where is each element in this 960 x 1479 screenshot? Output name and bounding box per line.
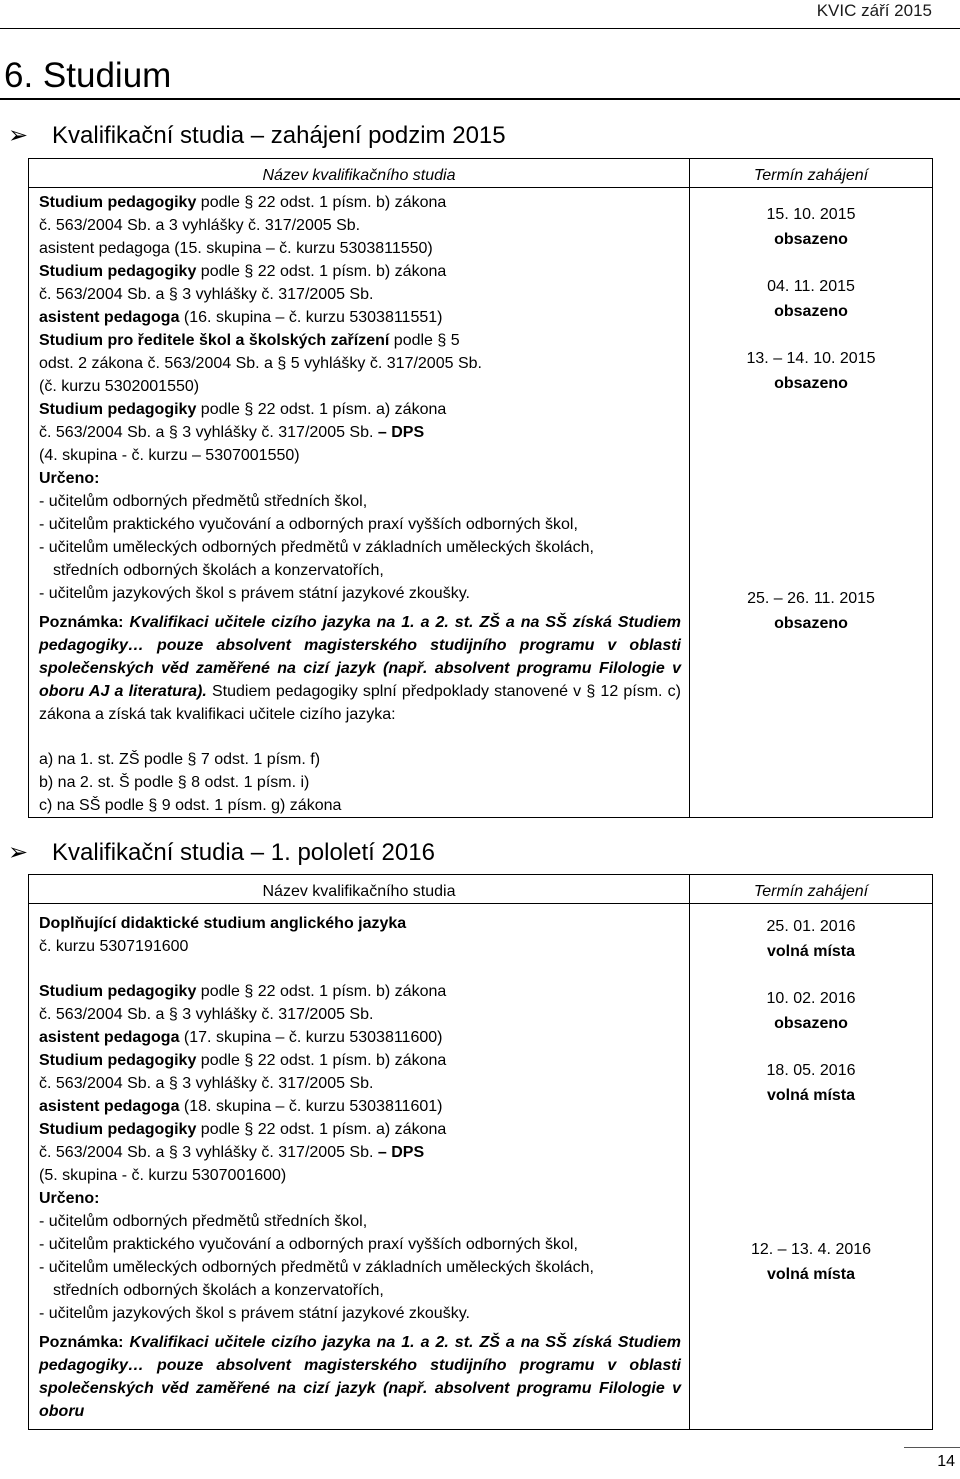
note-paragraph xyxy=(39,1331,681,1423)
spacer xyxy=(39,958,681,980)
availability-status: obsazeno xyxy=(774,375,848,392)
availability-status: volná místa xyxy=(766,1266,856,1283)
column-header-date: Termín zahájení xyxy=(690,875,933,904)
spacer xyxy=(39,726,681,748)
chapter-title: 6. Studium xyxy=(4,56,172,95)
start-term xyxy=(690,914,932,964)
start-date: 13. – 14. 10. 2015 xyxy=(746,350,876,367)
audience-item: - učitelům odborných předmětů středních škol, xyxy=(39,493,368,510)
course-law: podle § 5 xyxy=(389,332,460,349)
course-entry xyxy=(39,260,681,329)
audience-item: - učitelům jazykových škol s právem státní jazykové zkoušky. xyxy=(39,585,470,602)
availability-status: volná místa xyxy=(766,943,856,960)
course-name: Studium pedagogiky xyxy=(39,263,197,280)
course-law: podle § 22 odst. 1 písm. b) zákona xyxy=(196,1052,447,1069)
column-header-name: Název kvalifikačního studia xyxy=(29,159,690,188)
course-decree: č. 563/2004 Sb. a § 3 vyhlášky č. 317/2005 Sb. xyxy=(39,424,378,441)
start-term xyxy=(690,1058,932,1108)
note-label: Poznámka: xyxy=(39,614,124,631)
audience-item: - učitelům jazykových škol s právem státní jazykové zkoušky. xyxy=(39,1305,470,1322)
course-name: Studium pedagogiky xyxy=(39,194,197,211)
start-date: 15. 10. 2015 xyxy=(766,206,856,223)
course-role: asistent pedagoga xyxy=(39,309,180,326)
start-term xyxy=(690,202,932,252)
chapter-rule xyxy=(0,98,960,100)
availability-status: obsazeno xyxy=(774,303,848,320)
course-name: Studium pedagogiky xyxy=(39,1052,197,1069)
course-list-cell xyxy=(29,188,690,818)
course-role: asistent pedagoga xyxy=(39,1098,180,1115)
section-title: Kvalifikační studia – 1. pololetí 2016 xyxy=(52,839,435,866)
course-role: asistent pedagoga xyxy=(39,1029,180,1046)
page-number: 14 xyxy=(937,1453,955,1470)
start-term xyxy=(690,1237,932,1287)
section-heading-autumn-2015 xyxy=(8,121,506,151)
audience-item: - učitelům odborných předmětů středních škol, xyxy=(39,1213,368,1230)
course-group: (5. skupina - č. kurzu 5307001600) xyxy=(39,1167,287,1184)
footer-rule xyxy=(904,1447,960,1448)
note-emphasis: Kvalifikaci učitele cizího jazyka na 1. a 2. st. ZŠ a na SŠ získá Studiem pedagogiky… pouze absolvent magisterského studijního programu v oblasti společenských věd zaměřené na cizí jazyk (např. absolvent programu Filologie v oboru xyxy=(39,1334,681,1420)
course-list-cell xyxy=(29,904,690,1430)
start-term xyxy=(690,586,932,636)
note-text: Studiem pedagogiky splní předpoklady stanovené v § 12 písm. c) zákona a získá tak kvalifikaci učitele cizího jazyka: xyxy=(39,683,682,723)
arrow-bullet-icon: ➢ xyxy=(8,839,29,866)
table-body-row xyxy=(29,904,933,1430)
course-name: Studium pedagogiky xyxy=(39,983,197,1000)
course-decree: č. 563/2004 Sb. a § 3 vyhlášky č. 317/2005 Sb. xyxy=(39,1006,374,1023)
audience-item: - učitelům praktického vyučování a odborných praxí vyšších odborných škol, xyxy=(39,516,578,533)
course-entry xyxy=(39,1118,681,1423)
course-decree: č. 563/2004 Sb. a § 3 vyhlášky č. 317/2005 Sb. xyxy=(39,1075,374,1092)
column-header-date: Termín zahájení xyxy=(690,159,933,188)
table-body-row xyxy=(29,188,933,818)
note-label: Poznámka: xyxy=(39,1334,124,1351)
course-entry xyxy=(39,980,681,1049)
arrow-bullet-icon: ➢ xyxy=(8,122,29,149)
availability-status: obsazeno xyxy=(774,615,848,632)
course-entry xyxy=(39,912,681,958)
course-name: Studium pedagogiky xyxy=(39,1121,197,1138)
intended-for-label: Určeno: xyxy=(39,470,100,487)
course-entry xyxy=(39,191,681,260)
course-law: podle § 22 odst. 1 písm. b) zákona xyxy=(196,194,447,211)
qualification-item: c) na SŠ podle § 9 odst. 1 písm. g) zákona xyxy=(39,797,342,814)
course-law: podle § 22 odst. 1 písm. a) zákona xyxy=(196,1121,447,1138)
audience-item: - učitelům praktického vyučování a odborných praxí vyšších odborných škol, xyxy=(39,1236,578,1253)
course-group: (č. kurzu 5302001550) xyxy=(39,378,200,395)
start-dates-cell xyxy=(690,904,933,1430)
availability-status: volná místa xyxy=(766,1087,856,1104)
qualification-item: a) na 1. st. ZŠ podle § 7 odst. 1 písm. f) xyxy=(39,751,321,768)
course-law: podle § 22 odst. 1 písm. b) zákona xyxy=(196,263,447,280)
course-decree: odst. 2 zákona č. 563/2004 Sb. a § 5 vyhlášky č. 317/2005 Sb. xyxy=(39,355,482,372)
audience-item: - učitelům uměleckých odborných předmětů v základních uměleckých školách, xyxy=(39,539,594,556)
course-list xyxy=(29,188,689,817)
first-half-2016-courses-table xyxy=(28,874,933,1430)
course-entry xyxy=(39,398,681,817)
start-date: 25. 01. 2016 xyxy=(766,918,856,935)
autumn-2015-courses-table xyxy=(28,158,933,818)
course-group: (18. skupina – č. kurzu 5303811601) xyxy=(179,1098,443,1115)
course-group: (16. skupina – č. kurzu 5303811551) xyxy=(179,309,443,326)
course-entry xyxy=(39,1049,681,1118)
table-header-row xyxy=(29,875,933,904)
start-term xyxy=(690,986,932,1036)
course-list xyxy=(29,904,689,1429)
course-group: (17. skupina – č. kurzu 5303811600) xyxy=(179,1029,443,1046)
course-type: – DPS xyxy=(377,424,425,441)
course-name: Studium pro ředitele škol a školských zařízení xyxy=(39,332,390,349)
availability-status: obsazeno xyxy=(774,1015,848,1032)
start-date: 25. – 26. 11. 2015 xyxy=(747,590,875,607)
course-type: – DPS xyxy=(377,1144,425,1161)
header-rule xyxy=(0,28,960,29)
course-group: asistent pedagoga (15. skupina – č. kurzu 5303811550) xyxy=(39,240,433,257)
table-header-row xyxy=(29,159,933,188)
start-dates-cell xyxy=(690,188,933,818)
start-term xyxy=(690,274,932,324)
section-title: Kvalifikační studia – zahájení podzim 2015 xyxy=(52,122,506,149)
course-decree: č. 563/2004 Sb. a § 3 vyhlášky č. 317/2005 Sb. xyxy=(39,286,374,303)
intended-for-label: Určeno: xyxy=(39,1190,100,1207)
availability-status: obsazeno xyxy=(774,231,848,248)
course-entry xyxy=(39,329,681,398)
start-term xyxy=(690,346,932,396)
course-law: podle § 22 odst. 1 písm. b) zákona xyxy=(196,983,447,1000)
note-paragraph xyxy=(39,611,681,726)
course-decree: č. 563/2004 Sb. a § 3 vyhlášky č. 317/2005 Sb. xyxy=(39,1144,378,1161)
course-law: podle § 22 odst. 1 písm. a) zákona xyxy=(196,401,447,418)
course-group: (4. skupina - č. kurzu – 5307001550) xyxy=(39,447,300,464)
qualification-item: b) na 2. st. Š podle § 8 odst. 1 písm. i) xyxy=(39,774,310,791)
start-date: 12. – 13. 4. 2016 xyxy=(750,1241,872,1258)
audience-item: - učitelům uměleckých odborných předmětů v základních uměleckých školách, xyxy=(39,1259,594,1276)
start-date: 18. 05. 2016 xyxy=(766,1062,856,1079)
column-header-name: Název kvalifikačního studia xyxy=(29,875,690,904)
section-heading-first-half-2016 xyxy=(8,838,435,868)
course-name: Studium pedagogiky xyxy=(39,401,197,418)
start-date: 04. 11. 2015 xyxy=(767,278,855,295)
audience-item: středních odborných školách a konzervatořích, xyxy=(53,1282,384,1299)
course-number: č. kurzu 5307191600 xyxy=(39,938,189,955)
audience-item: středních odborných školách a konzervatořích, xyxy=(53,562,384,579)
note-emphasis: Kvalifikaci učitele cizího jazyka na 1. a 2. st. ZŠ a na SŠ získá Studiem pedagogiky… pouze absolvent magisterského studijního programu v oblasti společenských věd zaměřené na cizí jazyk (např. absolvent programu Filologie v oboru AJ a literatura). xyxy=(39,614,681,700)
running-header: KVIC září 2015 xyxy=(816,1,932,20)
course-name: Doplňující didaktické studium anglického jazyka xyxy=(39,915,407,932)
course-decree: č. 563/2004 Sb. a 3 vyhlášky č. 317/2005 Sb. xyxy=(39,217,361,234)
start-date: 10. 02. 2016 xyxy=(766,990,856,1007)
